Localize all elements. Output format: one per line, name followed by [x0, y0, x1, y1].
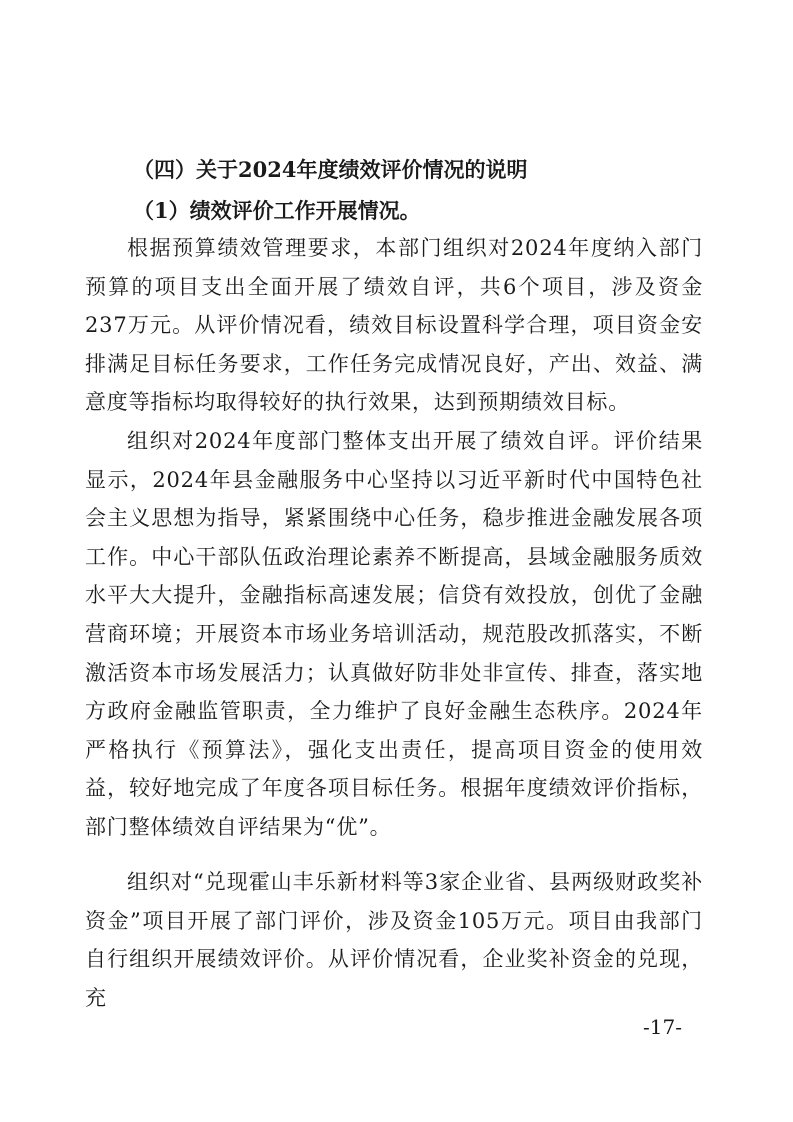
subsection-heading: （1）绩效评价工作开展情况。	[133, 198, 421, 223]
paragraph-overall-expenditure-evaluation: 组织对2024年度部门整体支出开展了绩效自评。评价结果显示，2024年县金融服务中心坚持以习近平新时代中国特色社会主义思想为指导，紧紧围绕中心任务，稳步推进金融发展各项工作。中心干部队伍政治理论素养不断提高，县域金融服务质效水平大大提升，金融指标高速发展；信贷有效投放，创优了金融营商环境；开展资本市场业务培训活动，规范股改抓落实，不断激活资本市场发展活力；认真做好防非处非宣传、排查，落实地方政府金融监管职责，全力维护了良好金融生态秩序。2024年严格执行《预算法》，强化支出责任，提高项目资金的使用效益，较好地完成了年度各项目标任务。根据年度绩效评价指标，部门整体绩效自评结果为“优”。	[85, 429, 703, 839]
page-number: -17-	[643, 1015, 682, 1039]
paragraph-subsidy-project-evaluation: 组织对“兑现霍山丰乐新材料等3家企业省、县两级财政奖补资金”项目开展了部门评价，涉及资金105万元。项目由我部门自行组织开展绩效评价。从评价情况看，企业奖补资金的兑现，充	[85, 870, 703, 1010]
section-heading: （四）关于2024年度绩效评价情况的说明	[133, 157, 528, 182]
paragraph-project-self-evaluation: 根据预算绩效管理要求，本部门组织对2024年度纳入部门预算的项目支出全面开展了绩效自评，共6个项目，涉及资金237万元。从评价情况看，绩效目标设置科学合理，项目资金安排满足目标任务要求，工作任务完成情况良好，产出、效益、满意度等指标均取得较好的执行效果，达到预期绩效目标。	[85, 236, 703, 415]
